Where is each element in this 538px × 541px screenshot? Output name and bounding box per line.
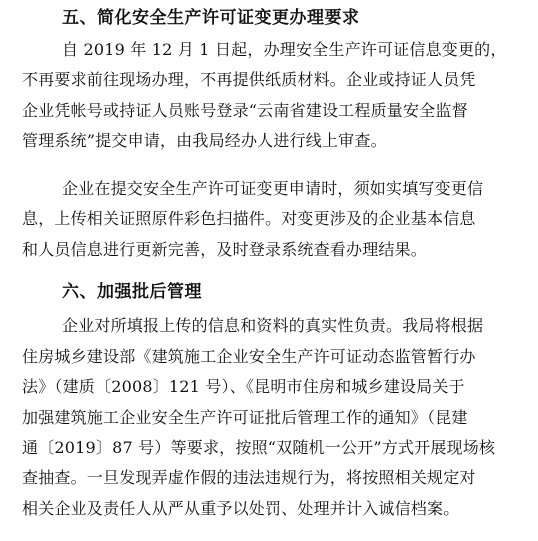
section-6-paragraph-line: 企业对所填报上传的信息和资料的真实性负责。我局将根据 (62, 316, 484, 335)
section-5-paragraph-2-line: 息，上传相关证照原件彩色扫描件。对变更涉及的企业基本信息 (22, 209, 476, 228)
section-6-paragraph-line: 法》（建质〔2008〕121 号）、《昆明市住房和城乡建设局关于 (22, 377, 465, 396)
section-5-paragraph-2-line: 和人员信息进行更新完善，及时登录系统查看办理结果。 (22, 240, 428, 259)
section-5-paragraph-2-line: 企业在提交安全生产许可证变更申请时，须如实填写变更信 (62, 179, 484, 198)
section-6-paragraph-line: 通〔2019〕87 号）等要求，按照“双随机一公开”方式开展现场核 (22, 438, 496, 457)
section-6-paragraph-line: 查抽查。一旦发现弄虚作假的违法违规行为，将按照相关规定对 (22, 468, 476, 487)
section-5-heading: 五、简化安全生产许可证变更办理要求 (62, 8, 360, 28)
section-6-heading: 六、加强批后管理 (62, 282, 202, 302)
section-5-paragraph-1-line: 企业凭帐号或持证人员账号登录“云南省建设工程质量安全监督 (22, 101, 468, 120)
section-6-paragraph-line: 加强建筑施工企业安全生产许可证批后管理工作的通知》（昆建 (22, 408, 468, 427)
section-5-paragraph-1-line: 不再要求前往现场办理，不再提供纸质材料。企业或持证人员凭 (22, 70, 476, 89)
section-5-paragraph-1-line: 自 2019 年 12 月 1 日起，办理安全生产许可证信息变更的， (62, 40, 507, 59)
section-6-paragraph-line: 住房城乡建设部《建筑施工企业安全生产许可证动态监管暂行办 (22, 347, 476, 366)
section-6-paragraph-line: 相关企业及责任人从严从重予以处罚、处理并计入诚信档案。 (22, 499, 460, 518)
section-5-paragraph-1-line: 管理系统”提交申请，由我局经办人进行线上审查。 (22, 131, 387, 150)
